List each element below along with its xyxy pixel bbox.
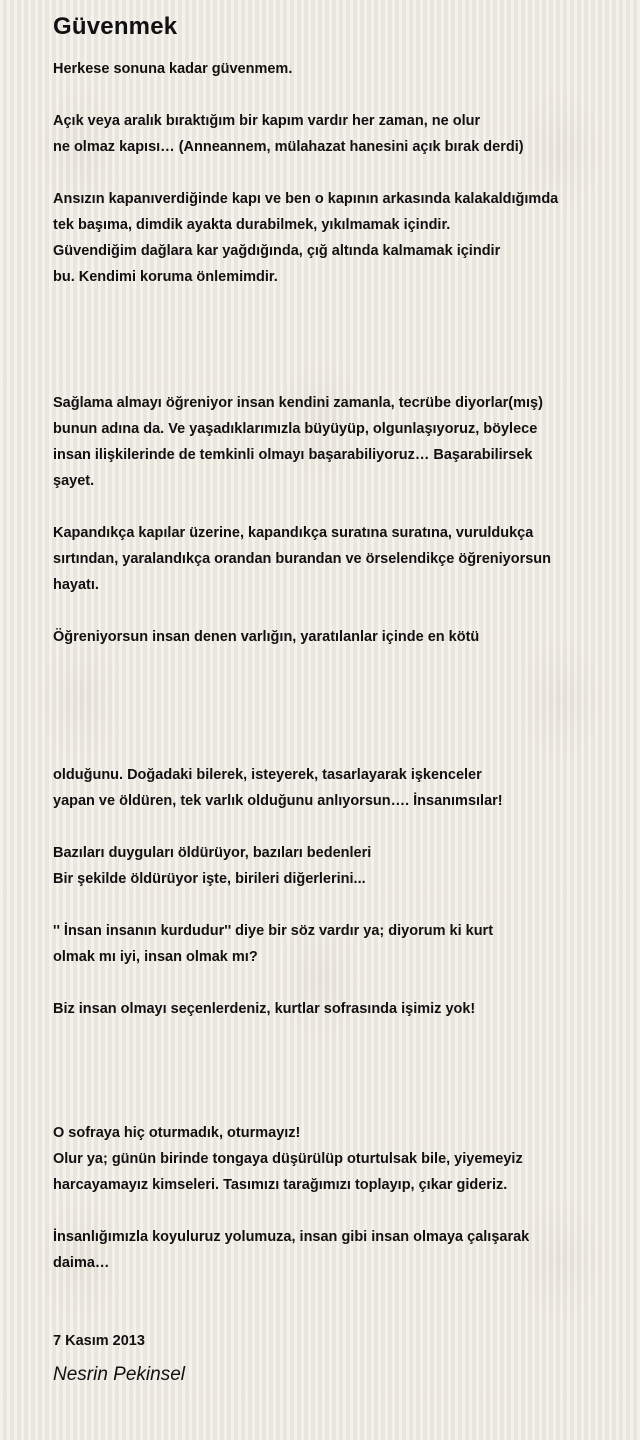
stanza-10: Biz insan olmayı seçenlerdeniz, kurtlar sofrasında işimiz yok! xyxy=(53,1001,476,1017)
stanza-9: '' İnsan insanın kurdudur'' diye bir söz vardır ya; diyorum ki kurt olmak mı iyi, insan olmak mı? xyxy=(53,923,494,965)
stanza-1: Herkese sonuna kadar güvenmem. xyxy=(53,61,293,77)
stanza-7: olduğunu. Doğadaki bilerek, isteyerek, tasarlayarak işkenceler yapan ve öldüren, tek varlık olduğunu anlıyorsun…. İnsanımsılar! xyxy=(53,767,503,809)
poem-author: Nesrin Pekinsel xyxy=(53,1364,185,1385)
stanza-gap xyxy=(53,494,633,520)
stanza-gap xyxy=(53,970,633,996)
stanza-gap xyxy=(53,598,633,624)
stanza-gap xyxy=(53,82,633,108)
stanza-2: Açık veya aralık bıraktığım bir kapım vardır her zaman, ne olur ne olmaz kapısı… (Anneannem, mülahazat hanesini açık bırak derdi) xyxy=(53,113,524,155)
section-gap xyxy=(53,1022,633,1120)
stanza-4: Sağlama almayı öğreniyor insan kendini zamanla, tecrübe diyorlar(mış) bunun adına da. Ve yaşadıklarımızla büyüyüp, olgunlaşıyoruz, böylece insan ilişkilerinde de temkinli olmayı başarabiliyoruz… Başarabilirsek şayet. xyxy=(53,395,543,489)
stanza-12: İnsanlığımızla koyuluruz yolumuza, insan gibi insan olmaya çalışarak daima… xyxy=(53,1229,530,1271)
section-gap xyxy=(53,290,633,390)
stanza-6: Öğreniyorsun insan denen varlığın, yaratılanlar içinde en kötü xyxy=(53,629,480,645)
stanza-3: Ansızın kapanıverdiğinde kapı ve ben o kapının arkasında kalakaldığımda tek başıma, dimdik ayakta durabilmek, yıkılmamak içindir. Güvendiğim dağlara kar yağdığında, çığ altında kalmamak içindir bu. Kendimi koruma önlemimdir. xyxy=(53,191,559,285)
poem-page xyxy=(53,12,633,1390)
section-gap xyxy=(53,650,633,762)
stanza-gap xyxy=(53,892,633,918)
stanza-gap xyxy=(53,1302,633,1328)
poem-date: 7 Kasım 2013 xyxy=(53,1333,145,1349)
stanza-gap xyxy=(53,1198,633,1224)
stanza-5: Kapandıkça kapılar üzerine, kapandıkça suratına suratına, vuruldukça sırtından, yaralandıkça orandan burandan ve örselendikçe öğreniyorsun hayatı. xyxy=(53,525,551,593)
stanza-11: O sofraya hiç oturmadık, oturmayız! Olur ya; günün birinde tongaya düşürülüp oturtulsak bile, yiyemeyiz harcayamayız kimseleri. Tasımızı tarağımızı toplayıp, çıkar gideriz. xyxy=(53,1125,523,1193)
stanza-gap xyxy=(53,160,633,186)
poem-title: Güvenmek xyxy=(53,13,178,40)
stanza-gap xyxy=(53,814,633,840)
stanza-gap xyxy=(53,1276,633,1302)
stanza-8: Bazıları duyguları öldürüyor, bazıları bedenleri Bir şekilde öldürüyor işte, birileri diğerlerini... xyxy=(53,845,372,887)
